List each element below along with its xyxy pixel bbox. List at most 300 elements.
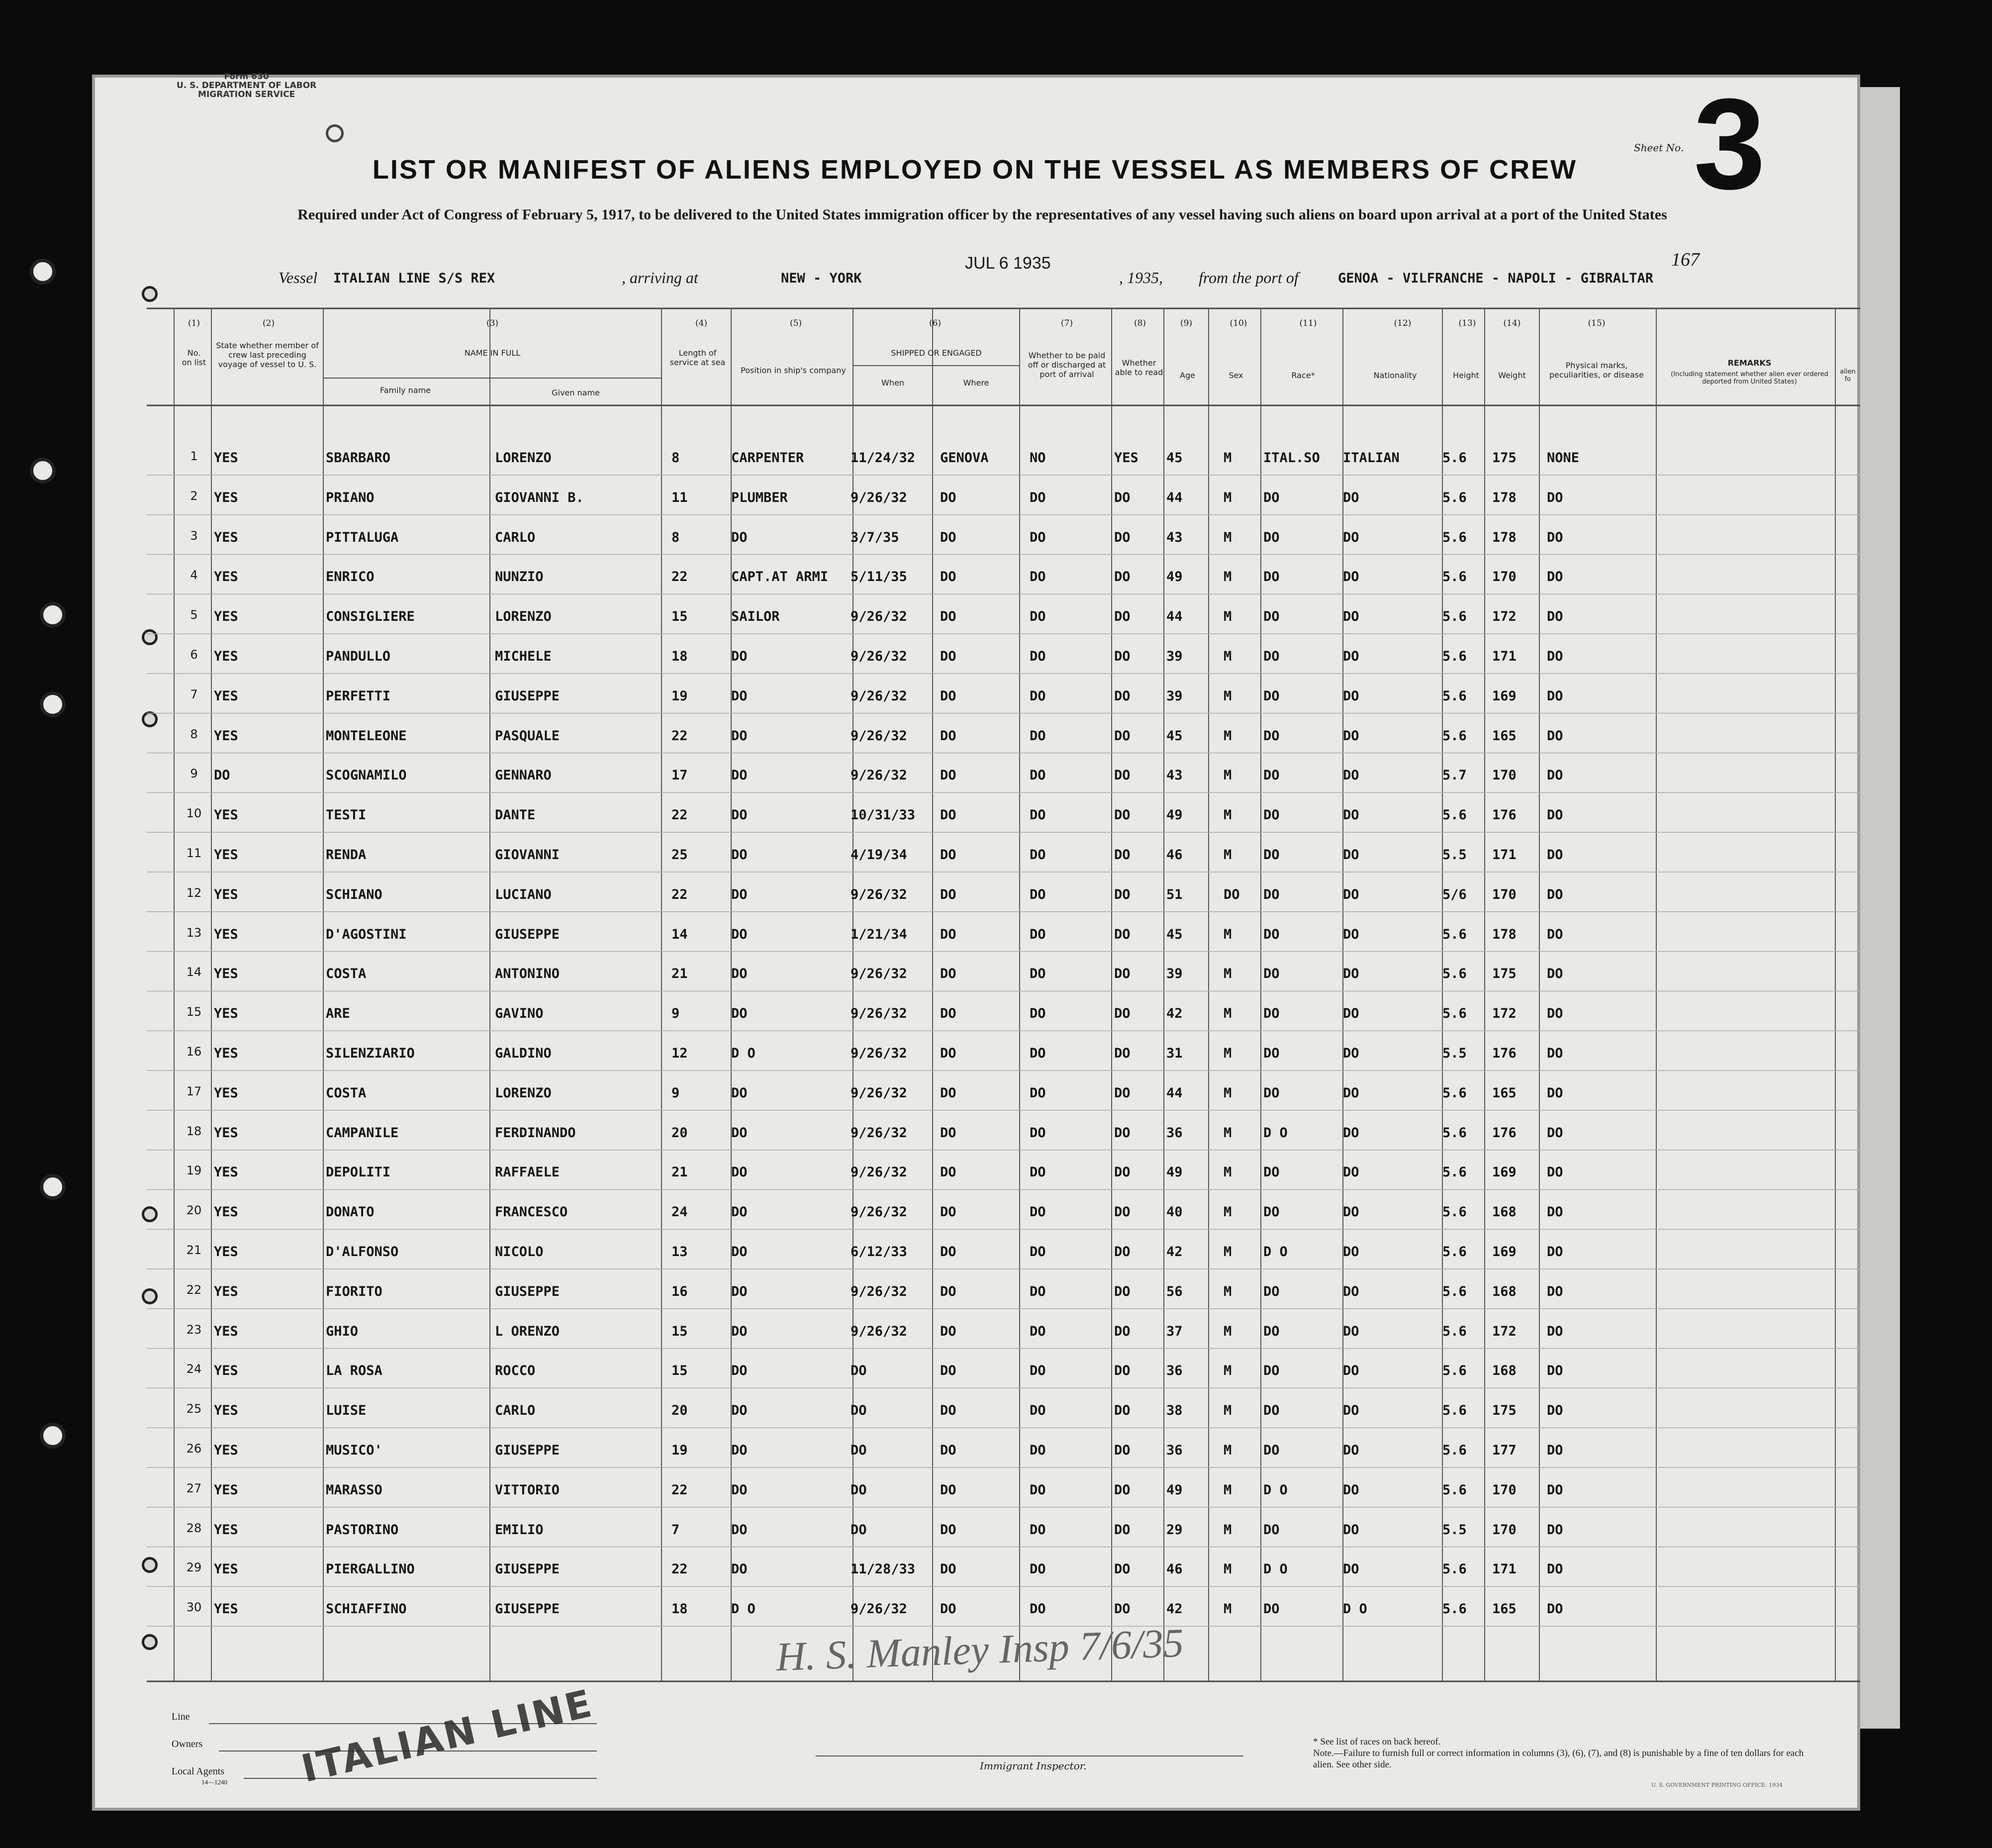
- row-number: 21: [186, 1243, 202, 1257]
- able-to-read-cell: DO: [1114, 1125, 1131, 1141]
- sex-cell: M: [1224, 966, 1232, 982]
- row-number: 12: [186, 885, 202, 900]
- height-cell: 5.6: [1442, 529, 1467, 545]
- given-name-cell: MICHELE: [495, 649, 552, 664]
- weight-cell: 168: [1492, 1363, 1517, 1379]
- row-number: 16: [186, 1045, 202, 1059]
- race-cell: DO: [1263, 529, 1280, 545]
- crew-member-cell: YES: [214, 649, 238, 664]
- service-length-cell: 21: [671, 966, 688, 982]
- shipped-where-cell: DO: [940, 1125, 956, 1141]
- paid-off-cell: DO: [1030, 1006, 1046, 1022]
- shipped-when-cell: 9/26/32: [851, 768, 907, 783]
- shipped-when-cell: DO: [851, 1443, 867, 1458]
- position-cell: DO: [731, 649, 748, 664]
- crew-member-cell: YES: [214, 1522, 238, 1538]
- sheet-number: 3: [1694, 72, 1766, 216]
- position-cell: CARPENTER: [731, 450, 804, 466]
- able-to-read-cell: DO: [1114, 1283, 1131, 1299]
- service-name: MIGRATION SERVICE: [198, 90, 295, 99]
- family-name-cell: TESTI: [326, 807, 367, 823]
- able-to-read-cell: DO: [1114, 569, 1131, 585]
- able-to-read-cell: DO: [1114, 807, 1131, 823]
- given-name-cell: L ORENZO: [495, 1323, 560, 1339]
- family-name-cell: MONTELEONE: [326, 728, 407, 744]
- crew-member-cell: YES: [214, 1482, 238, 1498]
- height-cell: 5/6: [1442, 886, 1467, 902]
- shipped-when-cell: DO: [851, 1482, 867, 1498]
- shipped-when-cell: 9/26/32: [851, 649, 907, 664]
- able-to-read-cell: DO: [1114, 1482, 1131, 1498]
- row-number: 19: [186, 1164, 202, 1178]
- crew-member-cell: YES: [214, 688, 238, 704]
- service-length-cell: 7: [671, 1522, 680, 1538]
- nationality-cell: DO: [1343, 489, 1359, 505]
- shipped-when-cell: 9/26/32: [851, 1085, 907, 1101]
- race-cell: DO: [1263, 966, 1280, 982]
- weight-cell: 170: [1492, 1482, 1517, 1498]
- position-cell: DO: [731, 1165, 748, 1180]
- service-length-cell: 14: [671, 926, 688, 942]
- able-to-read-cell: DO: [1114, 1165, 1131, 1180]
- physical-marks-cell: DO: [1547, 1323, 1563, 1339]
- service-length-cell: 19: [671, 688, 688, 704]
- shipped-where-cell: DO: [940, 1482, 956, 1498]
- race-cell: DO: [1263, 1046, 1280, 1061]
- service-length-cell: 22: [671, 728, 688, 744]
- inspector-signature: H. S. Manley Insp 7/6/35: [775, 1620, 1185, 1680]
- family-name-cell: DEPOLITI: [326, 1165, 391, 1180]
- weight-cell: 168: [1492, 1283, 1517, 1299]
- shipped-where-cell: DO: [940, 728, 956, 744]
- arriving-port: NEW - YORK: [781, 271, 862, 286]
- header-family-name: Family name: [380, 386, 431, 395]
- col-num-2: (2): [262, 318, 275, 328]
- height-cell: 5.6: [1442, 1323, 1467, 1339]
- sex-cell: M: [1224, 569, 1232, 585]
- service-length-cell: 13: [671, 1244, 688, 1260]
- nationality-cell: DO: [1343, 847, 1359, 863]
- given-name-cell: GIUSEPPE: [495, 926, 560, 942]
- weight-cell: 170: [1492, 768, 1517, 783]
- crew-member-cell: YES: [214, 489, 238, 505]
- nationality-cell: DO: [1343, 1283, 1359, 1299]
- age-cell: 49: [1166, 1165, 1183, 1180]
- sex-cell: M: [1224, 1482, 1232, 1498]
- service-length-cell: 22: [671, 807, 688, 823]
- shipped-where-cell: DO: [940, 529, 956, 545]
- physical-marks-cell: DO: [1547, 1403, 1563, 1419]
- race-cell: DO: [1263, 1006, 1280, 1022]
- crew-member-cell: YES: [214, 728, 238, 744]
- position-cell: DO: [731, 768, 748, 783]
- race-cell: D O: [1263, 1561, 1288, 1577]
- height-cell: 5.6: [1442, 688, 1467, 704]
- age-cell: 37: [1166, 1323, 1183, 1339]
- col-num-3: (3): [486, 318, 499, 328]
- family-name-cell: D'AGOSTINI: [326, 926, 407, 942]
- height-cell: 5.6: [1442, 1006, 1467, 1022]
- race-cell: DO: [1263, 1363, 1280, 1379]
- position-cell: DO: [731, 1403, 748, 1419]
- service-length-cell: 18: [671, 649, 688, 664]
- sex-cell: M: [1224, 1522, 1232, 1538]
- height-cell: 5.6: [1442, 1085, 1467, 1101]
- age-cell: 45: [1166, 450, 1183, 466]
- family-name-cell: D'ALFONSO: [326, 1244, 399, 1260]
- service-length-cell: 15: [671, 1323, 688, 1339]
- family-name-cell: MARASSO: [326, 1482, 382, 1498]
- sex-cell: M: [1224, 847, 1232, 863]
- weight-cell: 176: [1492, 1125, 1517, 1141]
- age-cell: 43: [1166, 768, 1183, 783]
- shipped-when-cell: 9/26/32: [851, 1046, 907, 1061]
- race-cell: DO: [1263, 886, 1280, 902]
- nationality-cell: DO: [1343, 609, 1359, 625]
- physical-marks-cell: DO: [1547, 1006, 1563, 1022]
- shipped-where-cell: DO: [940, 1244, 956, 1260]
- able-to-read-cell: DO: [1114, 1046, 1131, 1061]
- sex-cell: M: [1224, 609, 1232, 625]
- shipped-when-cell: 9/26/32: [851, 1601, 907, 1617]
- row-number: 6: [190, 648, 198, 662]
- height-cell: 5.6: [1442, 1601, 1467, 1617]
- sheet-label: Sheet No.: [1634, 142, 1684, 154]
- paid-off-cell: DO: [1030, 886, 1046, 902]
- col-num-1: (1): [188, 318, 200, 328]
- paid-off-cell: DO: [1030, 1363, 1046, 1379]
- given-name-cell: NICOLO: [495, 1244, 544, 1260]
- service-length-cell: 8: [671, 529, 680, 545]
- given-name-cell: LORENZO: [495, 450, 552, 466]
- given-name-cell: PASQUALE: [495, 728, 560, 744]
- row-number: 15: [186, 1005, 202, 1019]
- family-name-cell: PITTALUGA: [326, 529, 399, 545]
- row-number: 25: [186, 1402, 202, 1416]
- position-cell: DO: [731, 807, 748, 823]
- service-length-cell: 17: [671, 768, 688, 783]
- family-name-cell: ARE: [326, 1006, 350, 1022]
- age-cell: 42: [1166, 1006, 1183, 1022]
- shipped-when-cell: 9/26/32: [851, 1283, 907, 1299]
- header-weight: Weight: [1498, 371, 1526, 380]
- col-num-4: (4): [695, 318, 708, 328]
- race-cell: DO: [1263, 1283, 1280, 1299]
- position-cell: DO: [731, 886, 748, 902]
- nationality-cell: DO: [1343, 1085, 1359, 1101]
- physical-marks-cell: DO: [1547, 1522, 1563, 1538]
- position-cell: DO: [731, 1283, 748, 1299]
- family-name-cell: GHIO: [326, 1323, 359, 1339]
- header-name-in-full: NAME IN FULL: [464, 348, 521, 358]
- physical-marks-cell: DO: [1547, 1085, 1563, 1101]
- position-cell: CAPT.AT ARMI: [731, 569, 829, 585]
- crew-member-cell: YES: [214, 1363, 238, 1379]
- service-length-cell: 20: [671, 1403, 688, 1419]
- header-remarks: REMARKS: [1727, 358, 1772, 368]
- weight-cell: 176: [1492, 807, 1517, 823]
- row-number: 27: [186, 1481, 202, 1495]
- race-cell: DO: [1263, 569, 1280, 585]
- paid-off-cell: DO: [1030, 1482, 1046, 1498]
- shipped-where-cell: DO: [940, 1006, 956, 1022]
- nationality-cell: DO: [1343, 1561, 1359, 1577]
- service-length-cell: 22: [671, 1561, 688, 1577]
- position-cell: DO: [731, 1125, 748, 1141]
- paid-off-cell: DO: [1030, 1125, 1046, 1141]
- given-name-cell: NUNZIO: [495, 569, 544, 585]
- shipped-when-cell: 11/24/32: [851, 450, 916, 466]
- sex-cell: M: [1224, 1204, 1232, 1220]
- shipped-where-cell: DO: [940, 966, 956, 982]
- shipped-where-cell: DO: [940, 1046, 956, 1061]
- age-cell: 36: [1166, 1125, 1183, 1141]
- nationality-cell: DO: [1343, 1204, 1359, 1220]
- race-cell: DO: [1263, 768, 1280, 783]
- italian-line-stamp: ITALIAN LINE: [297, 1680, 598, 1791]
- given-name-cell: ANTONINO: [495, 966, 560, 982]
- physical-marks-cell: DO: [1547, 688, 1563, 704]
- family-name-cell: PRIANO: [326, 489, 375, 505]
- header-race: Race*: [1291, 371, 1315, 380]
- race-cell: DO: [1263, 688, 1280, 704]
- paid-off-cell: DO: [1030, 1443, 1046, 1458]
- physical-marks-cell: DO: [1547, 649, 1563, 664]
- sex-cell: M: [1224, 807, 1232, 823]
- height-cell: 5.6: [1442, 569, 1467, 585]
- weight-cell: 169: [1492, 688, 1517, 704]
- race-cell: DO: [1263, 847, 1280, 863]
- family-name-cell: PANDULLO: [326, 649, 391, 664]
- given-name-cell: GALDINO: [495, 1046, 552, 1061]
- able-to-read-cell: DO: [1114, 1522, 1131, 1538]
- service-length-cell: 16: [671, 1283, 688, 1299]
- physical-marks-cell: DO: [1547, 1363, 1563, 1379]
- nationality-cell: DO: [1343, 768, 1359, 783]
- race-cell: DO: [1263, 609, 1280, 625]
- footnote: [1313, 1736, 1810, 1770]
- shipped-where-cell: DO: [940, 1165, 956, 1180]
- age-cell: 42: [1166, 1244, 1183, 1260]
- able-to-read-cell: DO: [1114, 1323, 1131, 1339]
- family-name-cell: FIORITO: [326, 1283, 382, 1299]
- age-cell: 56: [1166, 1283, 1183, 1299]
- row-number: 5: [190, 608, 198, 622]
- age-cell: 38: [1166, 1403, 1183, 1419]
- row-number: 18: [186, 1124, 202, 1138]
- nationality-cell: DO: [1343, 1443, 1359, 1458]
- row-number: 11: [186, 846, 202, 860]
- race-cell: D O: [1263, 1244, 1288, 1260]
- age-cell: 36: [1166, 1363, 1183, 1379]
- shipped-where-cell: DO: [940, 569, 956, 585]
- paid-off-cell: DO: [1030, 728, 1046, 744]
- height-cell: 5.5: [1442, 847, 1467, 863]
- crew-member-cell: YES: [214, 1165, 238, 1180]
- age-cell: 39: [1166, 649, 1183, 664]
- row-number: 1: [190, 449, 198, 463]
- page-title: LIST OR MANIFEST OF ALIENS EMPLOYED ON THE VESSEL AS MEMBERS OF CREW: [372, 155, 1578, 185]
- sex-cell: M: [1224, 489, 1232, 505]
- crew-member-cell: YES: [214, 1403, 238, 1419]
- race-cell: DO: [1263, 1085, 1280, 1101]
- service-length-cell: 22: [671, 1482, 688, 1498]
- paid-off-cell: DO: [1030, 926, 1046, 942]
- crew-member-cell: YES: [214, 1085, 238, 1101]
- service-length-cell: 12: [671, 1046, 688, 1061]
- able-to-read-cell: DO: [1114, 1403, 1131, 1419]
- shipped-where-cell: DO: [940, 1283, 956, 1299]
- vessel-name: ITALIAN LINE S/S REX: [333, 271, 495, 286]
- col-num-13: (13): [1458, 318, 1476, 328]
- weight-cell: 171: [1492, 847, 1517, 863]
- physical-marks-cell: DO: [1547, 1204, 1563, 1220]
- race-cell: DO: [1263, 649, 1280, 664]
- service-length-cell: 24: [671, 1204, 688, 1220]
- header-age: Age: [1180, 371, 1195, 380]
- nationality-cell: DO: [1343, 807, 1359, 823]
- position-cell: DO: [731, 847, 748, 863]
- physical-marks-cell: DO: [1547, 529, 1563, 545]
- paid-off-cell: NO: [1030, 450, 1046, 466]
- header-paid-off: Whether to be paid off or discharged at port of arrival: [1028, 351, 1106, 379]
- physical-marks-cell: DO: [1547, 1283, 1563, 1299]
- given-name-cell: GENNARO: [495, 768, 552, 783]
- row-number: 28: [186, 1521, 202, 1535]
- crew-member-cell: YES: [214, 450, 238, 466]
- shipped-when-cell: 9/26/32: [851, 1323, 907, 1339]
- able-to-read-cell: DO: [1114, 609, 1131, 625]
- family-name-cell: COSTA: [326, 1085, 367, 1101]
- shipped-where-cell: DO: [940, 768, 956, 783]
- position-cell: DO: [731, 1443, 748, 1458]
- able-to-read-cell: DO: [1114, 529, 1131, 545]
- service-length-cell: 22: [671, 569, 688, 585]
- family-name-cell: SCOGNAMILO: [326, 768, 407, 783]
- weight-cell: 172: [1492, 1006, 1517, 1022]
- position-cell: DO: [731, 1561, 748, 1577]
- able-to-read-cell: DO: [1114, 1443, 1131, 1458]
- paid-off-cell: DO: [1030, 847, 1046, 863]
- crew-member-cell: YES: [214, 807, 238, 823]
- physical-marks-cell: DO: [1547, 966, 1563, 982]
- row-number: 17: [186, 1084, 202, 1098]
- service-length-cell: 9: [671, 1006, 680, 1022]
- sex-cell: M: [1224, 649, 1232, 664]
- paid-off-cell: DO: [1030, 1165, 1046, 1180]
- sex-cell: M: [1224, 1046, 1232, 1061]
- crew-member-cell: YES: [214, 569, 238, 585]
- owners-label: Owners: [172, 1739, 203, 1750]
- row-number: 20: [186, 1203, 202, 1218]
- row-number: 9: [190, 767, 198, 781]
- shipped-where-cell: DO: [940, 886, 956, 902]
- age-cell: 45: [1166, 728, 1183, 744]
- age-cell: 46: [1166, 847, 1183, 863]
- height-cell: 5.6: [1442, 728, 1467, 744]
- row-number: 8: [190, 727, 198, 741]
- given-name-cell: FERDINANDO: [495, 1125, 576, 1141]
- nationality-cell: D O: [1343, 1601, 1367, 1617]
- paid-off-cell: DO: [1030, 1601, 1046, 1617]
- family-name-cell: CONSIGLIERE: [326, 609, 415, 625]
- row-number: 14: [186, 965, 202, 979]
- physical-marks-cell: DO: [1547, 1244, 1563, 1260]
- given-name-cell: GIOVANNI B.: [495, 489, 584, 505]
- race-cell: DO: [1263, 1403, 1280, 1419]
- nationality-cell: DO: [1343, 688, 1359, 704]
- paid-off-cell: DO: [1030, 966, 1046, 982]
- given-name-cell: CARLO: [495, 529, 536, 545]
- header-where: Where: [963, 378, 989, 388]
- height-cell: 5.6: [1442, 1443, 1467, 1458]
- given-name-cell: VITTORIO: [495, 1482, 560, 1498]
- height-cell: 5.6: [1442, 966, 1467, 982]
- weight-cell: 175: [1492, 450, 1517, 466]
- header-physical-marks: Physical marks, peculiarities, or disease: [1549, 361, 1644, 380]
- paid-off-cell: DO: [1030, 1244, 1046, 1260]
- weight-cell: 172: [1492, 609, 1517, 625]
- arrival-date-stamp: JUL 6 1935: [965, 254, 1051, 273]
- height-cell: 5.5: [1442, 1522, 1467, 1538]
- header-sex: Sex: [1229, 371, 1243, 380]
- height-cell: 5.6: [1442, 1165, 1467, 1180]
- family-name-cell: DONATO: [326, 1204, 375, 1220]
- weight-cell: 171: [1492, 649, 1517, 664]
- printer-imprint: U. S. GOVERNMENT PRINTING OFFICE: 1934: [1651, 1782, 1783, 1788]
- shipped-where-cell: DO: [940, 807, 956, 823]
- height-cell: 5.6: [1442, 1244, 1467, 1260]
- family-name-cell: ENRICO: [326, 569, 375, 585]
- height-cell: 5.6: [1442, 807, 1467, 823]
- col-num-12: (12): [1394, 318, 1412, 328]
- row-number: 23: [186, 1322, 202, 1337]
- physical-marks-cell: DO: [1547, 1046, 1563, 1061]
- header-shipped-engaged: SHIPPED OR ENGAGED: [891, 348, 982, 358]
- physical-marks-cell: DO: [1547, 728, 1563, 744]
- inspector-label: Immigrant Inspector.: [980, 1760, 1087, 1772]
- header-able-to-read: Whether able to read: [1115, 358, 1163, 377]
- col-num-11: (11): [1299, 318, 1317, 328]
- physical-marks-cell: DO: [1547, 1561, 1563, 1577]
- shipped-where-cell: DO: [940, 489, 956, 505]
- shipped-when-cell: 10/31/33: [851, 807, 916, 823]
- sex-cell: M: [1224, 926, 1232, 942]
- weight-cell: 165: [1492, 1085, 1517, 1101]
- sex-cell: M: [1224, 1443, 1232, 1458]
- sex-cell: M: [1224, 1363, 1232, 1379]
- year-label: , 1935,: [1119, 269, 1163, 287]
- shipped-when-cell: 9/26/32: [851, 1204, 907, 1220]
- position-cell: DO: [731, 1204, 748, 1220]
- paid-off-cell: DO: [1030, 649, 1046, 664]
- age-cell: 49: [1166, 1482, 1183, 1498]
- sex-cell: DO: [1224, 886, 1240, 902]
- able-to-read-cell: DO: [1114, 768, 1131, 783]
- row-number: 7: [190, 687, 198, 701]
- age-cell: 44: [1166, 489, 1183, 505]
- sex-cell: M: [1224, 728, 1232, 744]
- race-cell: DO: [1263, 1204, 1280, 1220]
- height-cell: 5.6: [1442, 1363, 1467, 1379]
- paid-off-cell: DO: [1030, 529, 1046, 545]
- age-cell: 44: [1166, 1085, 1183, 1101]
- nationality-cell: DO: [1343, 1165, 1359, 1180]
- shipped-where-cell: DO: [940, 1403, 956, 1419]
- crew-member-cell: YES: [214, 886, 238, 902]
- line-label: Line: [172, 1711, 190, 1722]
- nationality-cell: DO: [1343, 926, 1359, 942]
